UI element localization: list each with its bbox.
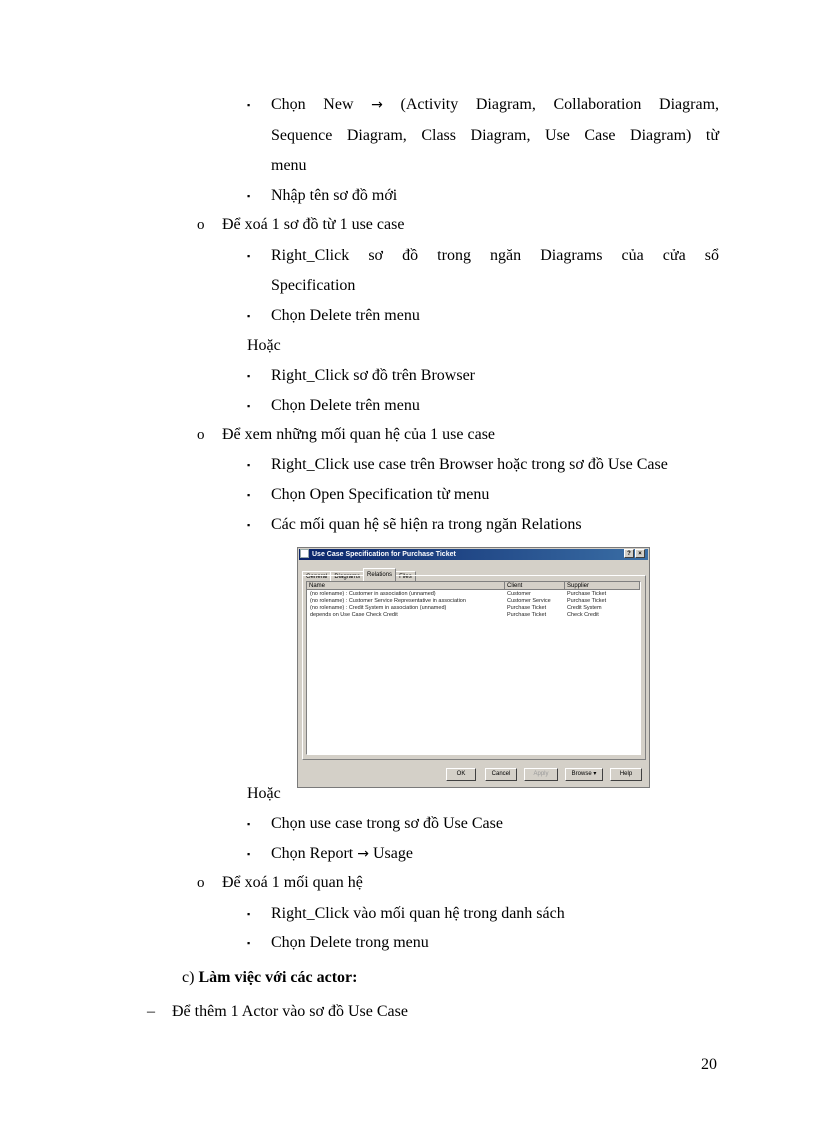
bullet-icon: ▪ (247, 460, 251, 470)
arrow-icon: → (371, 97, 383, 113)
list-item-continuation: menu (271, 157, 307, 174)
bullet-icon: ▪ (247, 490, 251, 500)
table-cell-supplier[interactable]: Credit System (567, 605, 602, 611)
table-cell-client[interactable]: Customer (507, 591, 531, 597)
list-item: Để thêm 1 Actor vào sơ đồ Use Case (172, 1003, 408, 1020)
list-item-continuation: Sequence Diagram, Class Diagram, Use Case Diagram) từ (271, 127, 719, 144)
bullet-icon: ▪ (247, 371, 251, 381)
close-icon[interactable]: × (635, 549, 645, 558)
relations-list[interactable] (306, 581, 641, 755)
list-heading: Để xoá 1 sơ đồ từ 1 use case (222, 216, 405, 233)
page-number: 20 (701, 1056, 717, 1073)
list-item: Chọn use case trong sơ đồ Use Case (271, 815, 503, 832)
use-case-specification-dialog (297, 547, 650, 788)
help-icon[interactable]: ? (624, 549, 634, 558)
list-item: Right_Click use case trên Browser hoặc trong sơ đồ Use Case (271, 456, 668, 473)
dialog-title-bar (299, 549, 648, 560)
bullet-icon: ▪ (247, 191, 251, 201)
ok-button[interactable]: OK (446, 768, 476, 781)
table-cell-name[interactable]: (no rolename) : Customer Service Representative in association (310, 598, 466, 604)
list-item: Chọn Delete trên menu (271, 307, 420, 324)
or-label: Hoặc (247, 337, 281, 354)
bullet-icon: ▪ (247, 251, 251, 261)
table-cell-supplier[interactable]: Check Credit (567, 612, 599, 618)
table-cell-name[interactable]: (no rolename) : Customer in association (unnamed) (310, 591, 436, 597)
column-header-supplier[interactable]: Supplier (565, 582, 640, 590)
bullet-icon: ▪ (247, 100, 251, 110)
tab-files[interactable]: Files (395, 571, 416, 582)
bullet-icon: ▪ (247, 401, 251, 411)
app-icon (300, 549, 309, 558)
arrow-icon: → (357, 846, 369, 862)
bullet-icon: ▪ (247, 909, 251, 919)
dash-bullet-icon: – (147, 1003, 155, 1020)
browse-button[interactable]: Browse ▾ (565, 768, 603, 781)
list-item: Chọn Delete trên menu (271, 397, 420, 414)
tab-diagrams[interactable]: Diagrams (330, 571, 364, 582)
column-header-name[interactable]: Name (307, 582, 505, 590)
list-item: Chọn Open Specification từ menu (271, 486, 490, 503)
circle-bullet-icon: o (197, 875, 205, 891)
table-cell-client[interactable]: Purchase Ticket (507, 605, 547, 611)
or-label: Hoặc (247, 785, 281, 802)
list-item: Chọn New → (Activity Diagram, Collaboration Diagram, (271, 96, 720, 113)
tab-general[interactable]: General (302, 571, 331, 582)
bullet-icon: ▪ (247, 819, 251, 829)
list-item: Chọn Delete trong menu (271, 934, 429, 951)
table-cell-supplier[interactable]: Purchase Ticket (567, 591, 607, 597)
list-item: Right_Click sơ đồ trong ngăn Diagrams của cửa sổ (271, 247, 719, 264)
table-cell-client[interactable]: Purchase Ticket (507, 612, 547, 618)
bullet-icon: ▪ (247, 938, 251, 948)
circle-bullet-icon: o (197, 427, 205, 443)
bullet-icon: ▪ (247, 311, 251, 321)
tab-bar (302, 563, 415, 580)
table-cell-name[interactable]: depends on Use Case Check Credit (310, 612, 398, 618)
bullet-icon: ▪ (247, 520, 251, 530)
cancel-button[interactable]: Cancel (485, 768, 517, 781)
tab-relations[interactable]: Relations (363, 568, 396, 581)
list-item: Các mối quan hệ sẽ hiện ra trong ngăn Relations (271, 516, 582, 533)
apply-button[interactable]: Apply (524, 768, 558, 781)
help-button[interactable]: Help (610, 768, 642, 781)
section-heading: c) Làm việc với các actor: (182, 969, 358, 986)
column-header-client[interactable]: Client (505, 582, 565, 590)
list-heading: Để xem những mối quan hệ của 1 use case (222, 426, 496, 443)
table-cell-client[interactable]: Customer Service (507, 598, 551, 604)
list-heading: Để xoá 1 mối quan hệ (222, 874, 363, 891)
list-item: Nhập tên sơ đồ mới (271, 187, 398, 204)
list-item: Right_Click vào mối quan hệ trong danh sách (271, 905, 565, 922)
dialog-title: Use Case Specification for Purchase Ticket (312, 551, 456, 558)
table-cell-name[interactable]: (no rolename) : Credit System in association (unnamed) (310, 605, 447, 611)
bullet-icon: ▪ (247, 849, 251, 859)
list-item-continuation: Specification (271, 277, 356, 294)
list-item: Chọn Report → Usage (271, 845, 413, 862)
table-cell-supplier[interactable]: Purchase Ticket (567, 598, 607, 604)
list-item: Right_Click sơ đồ trên Browser (271, 367, 475, 384)
circle-bullet-icon: o (197, 217, 205, 233)
